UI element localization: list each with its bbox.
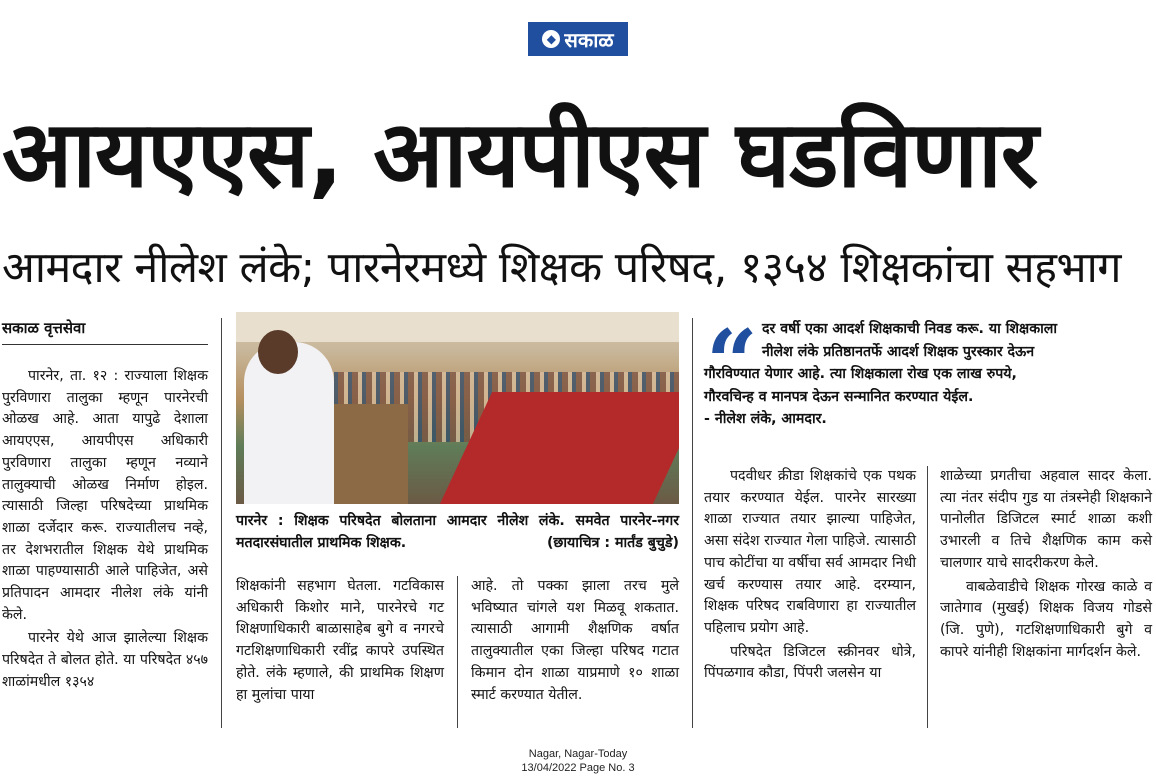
headline: आयएएस, आयपीएस घडविणार [2, 101, 1038, 208]
quote-line: नीलेश लंके प्रतिष्ठानतर्फे आदर्श शिक्षक पुरस्कार देऊन [762, 343, 1035, 360]
column-divider [927, 466, 928, 728]
byline: सकाळ वृत्तसेवा [2, 318, 208, 345]
event-photo [236, 312, 679, 504]
paragraph: पारनेर येथे आज झालेल्या शिक्षक परिषदेत ते बोलत होते. या परिषदेत ४५७ शाळांमधील १३५४ [2, 630, 208, 690]
column-divider [692, 318, 693, 728]
quote-mark-icon: “ [706, 310, 758, 416]
paragraph: आहे. तो पक्का झाला तरच मुले भविष्यात चांगले यश मिळवू शकतात. त्यासाठी आगामी शैक्षणिक वर्षात तालुक्यातील एका जिल्हा परिषद गटात किमान दोन शाळा याप्रमाणे १० शाळा स्मार्ट करण्यात येतील. [471, 578, 679, 703]
article-column-3 [471, 576, 679, 708]
paragraph: वाबळेवाडीचे शिक्षक गोरख काळे व जातेगाव (मुखई) शिक्षक विजय गोडसे (जि. पुणे), गटशिक्षणाधिकारी बुगे व कापरे यांनीही शिक्षकांना मार्गदर्शन केले. [940, 578, 1152, 660]
paragraph: पदवीधर क्रीडा शिक्षकांचे एक पथक तयार करण्यात येईल. पारनेर सारख्या शाळा राज्यात तयार झाल्या पाहिजेत, असा संदेश राज्यात गेला पाहिजे. त्यासाठी पाच कोटींचा या वर्षीचा सर्व आमदार निधी खर्च करण्यास तयार आहे. दरम्यान, शिक्षक परिषद राबविणारा हा राज्यातील पहिलाच प्रयोग आहे. [704, 468, 916, 636]
article-column-1 [2, 366, 208, 696]
quote-line: गौरविण्यात येणार आहे. त्या शिक्षकाला रोख एक लाख रुपये, [704, 366, 1017, 382]
paragraph: पारनेर, ता. १२ : राज्याला शिक्षक पुरविणारा तालुका म्हणून पारनेरची ओळख आहे. आता यापुढे देशाला आयएएस, आयपीएस अधिकारी पुरविणारा तालुका म्हणून नव्याने तालुक्याची ओळख निर्माण होइल. त्यासाठी जिल्हा परिषदेच्या प्राथमिक शाळा दर्जेदार करू. राज्यातीलच नव्हे, तर देशभरातील शिक्षक येथे प्राथमिक शाळा पाहण्यासाठी आले पाहिजेत, असे प्रतिपादन आमदार नीलेश लंके यांनी केले. [2, 368, 208, 623]
article-column-4 [704, 466, 916, 687]
subheadline: आमदार नीलेश लंके; पारनेरमध्ये शिक्षक परिषद, १३५४ शिक्षकांचा सहभाग [2, 243, 1122, 293]
quote-line: दर वर्षी एका आदर्श शिक्षकाची निवड करू. या शिक्षकाला [762, 321, 1058, 337]
paragraph: शाळेच्या प्रगतीचा अहवाल सादर केला. त्या नंतर संदीप गुड या तंत्रस्नेही शिक्षकाने पानोलीत डिजिटल स्मार्ट शाळा कशी उभारली व तिचे शैक्षणिक काम कसे चालणार याचे सादरीकरण केले. [940, 468, 1152, 571]
article-column-2 [236, 576, 444, 708]
date-page: 13/04/2022 Page No. 3 [521, 762, 635, 774]
column-divider [221, 318, 222, 728]
quote-attribution: - नीलेश लंके, आमदार. [704, 411, 827, 427]
article-column-5 [940, 466, 1152, 665]
page-footer [0, 747, 1156, 775]
photo-credit: (छायाचित्र : मार्तंड बुचुडे) [546, 535, 679, 551]
column-divider [457, 576, 458, 728]
pull-quote [704, 310, 1144, 431]
logo-emblem-icon: ◆ [542, 30, 560, 48]
newspaper-logo [528, 22, 628, 56]
edition-name: Nagar, Nagar-Today [528, 748, 628, 760]
logo-text: सकाळ [564, 27, 614, 52]
paragraph: परिषदेत डिजिटल स्क्रीनवर धोत्रे, पिंपळगाव कौडा, पिंपरी जलसेन या [704, 643, 916, 682]
photo-caption [236, 510, 679, 554]
quote-line: गौरवचिन्ह व मानपत्र देऊन सन्मानित करण्यात येईल. [704, 388, 974, 405]
paragraph: शिक्षकांनी सहभाग घेतला. गटविकास अधिकारी किशोर माने, पारनेरचे गट शिक्षणाधिकारी बाळासाहेब बुगे व नगरचे गटशिक्षणाधिकारी रवींद्र कापरे उपस्थित होते. लंके म्हणाले, की प्राथमिक शिक्षण हा मुलांचा पाया [236, 578, 444, 703]
caption-text: पारनेर : शिक्षक परिषदेत बोलताना आमदार नीलेश लंके. समवेत पारनेर-नगर मतदारसंघातील प्राथमिक शिक्षक. [236, 513, 679, 551]
